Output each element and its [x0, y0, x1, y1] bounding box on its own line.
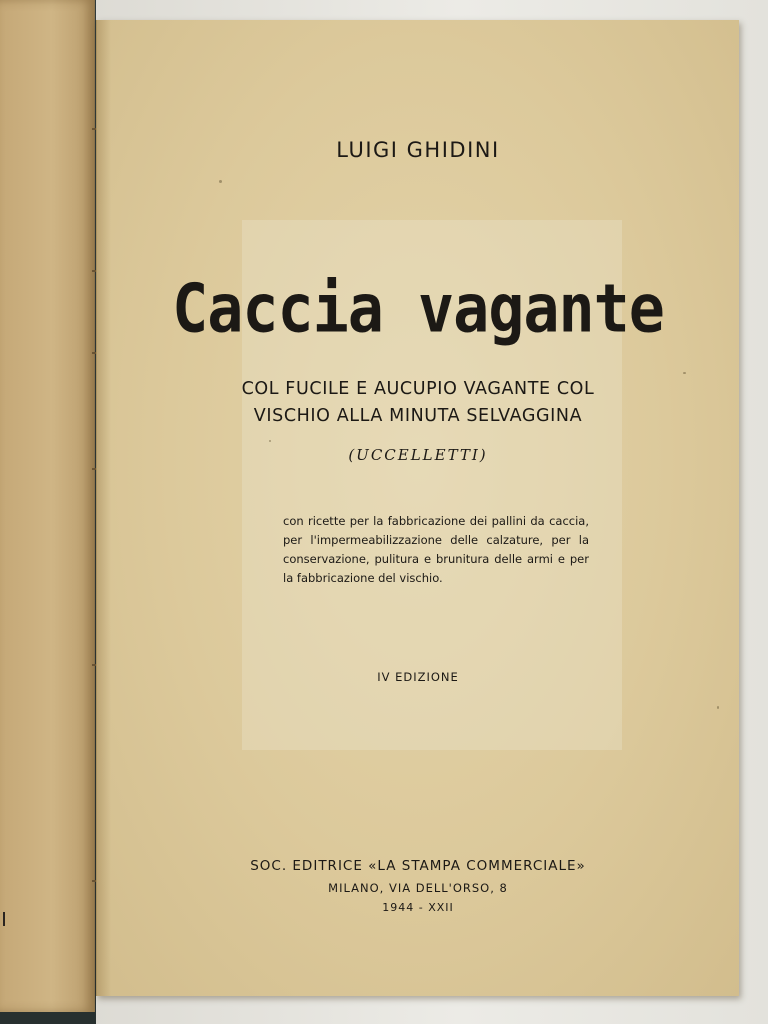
- paper-speck: [269, 440, 271, 442]
- publisher-address: MILANO, VIA DELL'ORSO, 8: [328, 881, 508, 895]
- publisher-name: SOC. EDITRICE «LA STAMPA COMMERCIALE»: [250, 858, 586, 874]
- paper-speck: [717, 706, 719, 709]
- left-flyleaf: [0, 0, 95, 1012]
- subtitle-line: COL FUCILE E AUCUPIO VAGANTE COL: [241, 379, 595, 399]
- author-name: LUIGI GHIDINI: [336, 138, 500, 162]
- paper-speck: [219, 180, 222, 183]
- description-paragraph: con ricette per la fabbricazione dei pallini da caccia, per l'impermeabilizzazione delle calzature, per la conservazione, pulitura e brunitura delle armi e per la fabbricazione del vischio.: [283, 514, 589, 585]
- title-page: [96, 20, 739, 996]
- edition-label: IV EDIZIONE: [377, 670, 459, 684]
- book-title: Caccia vagante: [172, 269, 664, 349]
- subtitle-line: VISCHIO ALLA MINUTA SELVAGGINA: [253, 406, 583, 426]
- paper-speck: [683, 372, 686, 374]
- flyleaf-mark: [3, 912, 5, 926]
- subtitle-parenthetical: (UCCELLETTI): [348, 446, 488, 464]
- publication-year: 1944 - XXII: [382, 901, 454, 914]
- subtitle: [97, 376, 739, 430]
